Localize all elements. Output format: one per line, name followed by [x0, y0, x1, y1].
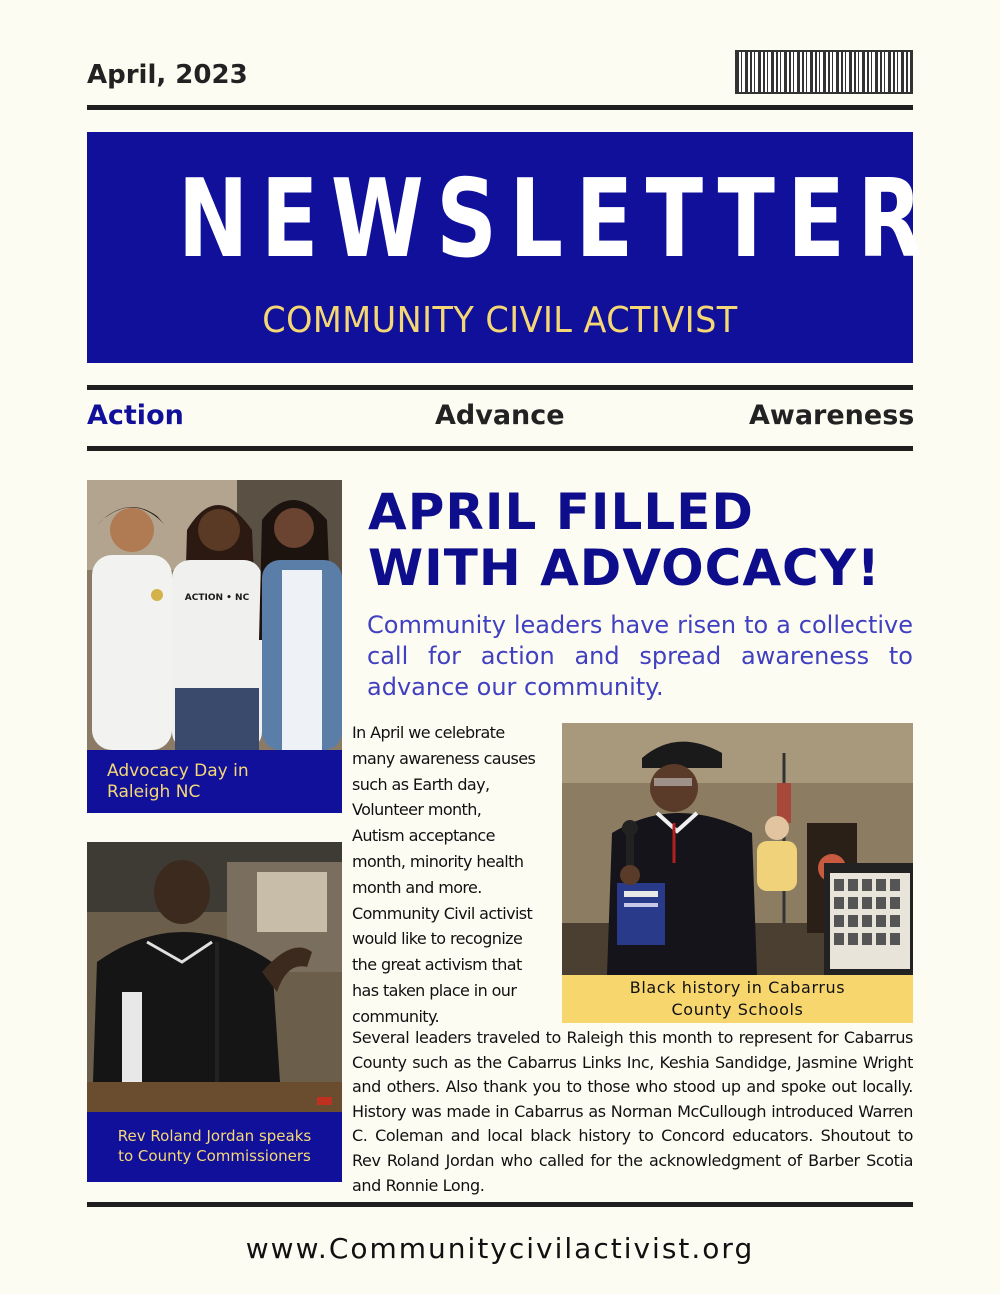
nav-bottom-rule — [87, 446, 913, 451]
column-line: such as Earth day, — [352, 774, 490, 794]
headline-line2: WITH ADVOCACY! — [368, 539, 881, 597]
top-rule — [87, 105, 913, 110]
photo3-caption — [562, 975, 913, 1023]
column-line: Community Civil activist — [352, 903, 533, 923]
column-line: many awareness causes — [352, 748, 536, 768]
column-line: Autism acceptance — [352, 826, 495, 846]
photo2-caption — [87, 1112, 342, 1182]
photo2-caption-line1: Rev Roland Jordan speaks — [117, 1127, 312, 1145]
masthead-title: NEWSLETTER — [177, 157, 935, 282]
article-lede: Community leaders have risen to a collective call for action and spread awareness to advance our community. — [367, 611, 913, 701]
column-line: month, minority health — [352, 851, 524, 871]
nav-item-advance: Advance — [435, 400, 565, 431]
photo1-caption-line2: Raleigh NC — [107, 782, 201, 802]
footer-rule — [87, 1202, 913, 1207]
column-line: the great activism that — [352, 955, 522, 975]
column-line: Volunteer month, — [352, 800, 482, 820]
column-line: In April we celebrate — [352, 723, 505, 742]
article-headline — [368, 484, 881, 596]
black-history-photo — [562, 723, 913, 975]
masthead-subtitle: COMMUNITY CIVIL ACTIVIST — [262, 300, 738, 341]
photo1-caption-line1: Advocacy Day in — [107, 761, 249, 781]
headline-line1: APRIL FILLED — [368, 483, 754, 541]
barcode-icon — [735, 50, 913, 94]
nav-item-action: Action — [87, 400, 184, 431]
nav-item-awareness: Awareness — [749, 400, 915, 431]
photo3-caption-line1: Black history in Cabarrus — [629, 978, 846, 997]
rev-jordan-photo — [87, 842, 342, 1112]
nav-top-rule — [87, 385, 913, 390]
column-line: month and more. — [352, 877, 482, 897]
photo1-caption — [87, 750, 342, 813]
advocacy-day-photo — [87, 480, 342, 750]
photo2-caption-line2: to County Commissioners — [118, 1147, 311, 1165]
article-body: Several leaders traveled to Raleigh this month to represent for Cabarrus County such as the Cabarrus Links Inc, Keshia Sandidge, Jasmine Wright and others. Also thank you to those who stood up and spoke out locally. History was made in Cabarrus as Norman McCullough introduced Warren C. Coleman and local black history to Concord educators. Shoutout to Rev Roland Jordan who called for the acknowledgment of Barber Scotia and Ronnie Long. — [352, 1028, 913, 1195]
photo3-caption-line2: County Schools — [671, 1000, 804, 1019]
shirt-text: ACTION • NC — [184, 593, 250, 603]
column-line: would like to recognize — [352, 929, 523, 949]
masthead — [87, 132, 935, 363]
issue-date: April, 2023 — [87, 60, 248, 90]
article-column-text — [352, 720, 552, 1030]
column-line: has taken place in our — [352, 980, 517, 1000]
column-line: community. — [352, 1006, 440, 1026]
website-url: www.Communitycivilactivist.org — [245, 1232, 755, 1265]
